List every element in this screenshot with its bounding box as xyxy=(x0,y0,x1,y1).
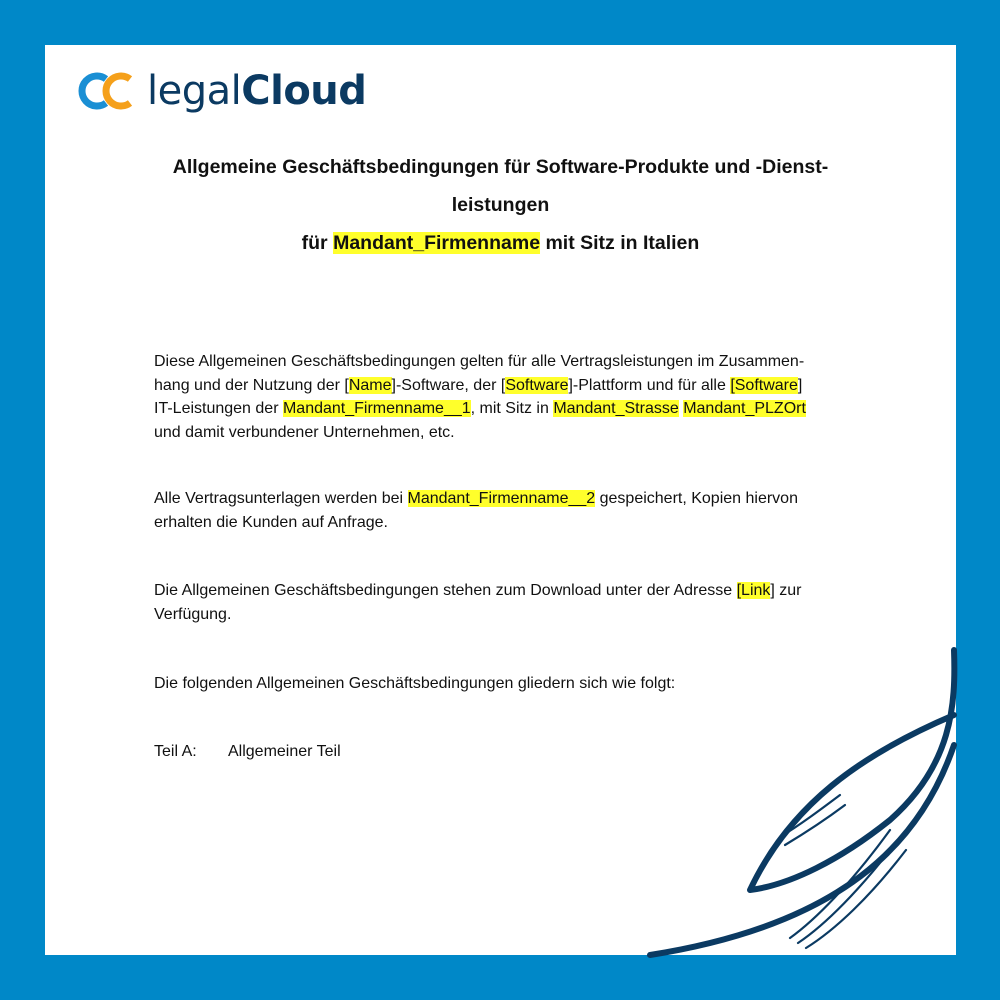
placeholder-name: Name xyxy=(348,376,392,394)
title-line-3 xyxy=(45,224,956,262)
logo-text-cloud: Cloud xyxy=(241,68,367,114)
text-run: IT-Leistungen der xyxy=(154,400,283,417)
logo-text-legal: legal xyxy=(147,68,242,114)
document-title xyxy=(45,148,956,262)
text-run: , mit Sitz in xyxy=(470,400,554,417)
paragraph-line: Verfügung. xyxy=(154,605,232,623)
paragraph-line xyxy=(154,397,854,421)
paragraph-documents xyxy=(154,487,854,534)
title-line-2: leistungen xyxy=(451,194,550,216)
title-line-1: Allgemeine Geschäftsbedingungen für Software-Produkte und -Dienst- xyxy=(172,156,829,178)
legalcloud-logo-icon xyxy=(77,71,135,111)
paragraph-download xyxy=(154,579,854,626)
placeholder-mandant-plzort: Mandant_PLZOrt xyxy=(683,400,806,417)
placeholder-mandant-firmenname-1: Mandant_Firmenname__1 xyxy=(282,400,471,417)
paragraph-line xyxy=(154,374,854,398)
logo xyxy=(77,68,367,114)
page-curl-icon xyxy=(640,645,970,965)
paragraph-line: erhalten die Kunden auf Anfrage. xyxy=(154,513,388,531)
placeholder-mandant-strasse: Mandant_Strasse xyxy=(553,400,679,417)
title-prefix: für xyxy=(301,232,334,254)
text-run: hang und der Nutzung der [ xyxy=(154,376,349,394)
teil-value: Allgemeiner Teil xyxy=(228,743,341,760)
text-run: ]-Software, der [ xyxy=(391,376,506,394)
placeholder-mandant-firmenname-2: Mandant_Firmenname__2 xyxy=(407,490,596,507)
teil-label: Teil A: xyxy=(154,743,197,760)
text-run: ] xyxy=(797,376,803,394)
paragraph-line xyxy=(154,487,854,511)
text-run: ]-Plattform und für alle xyxy=(568,376,731,394)
placeholder-mandant-firmenname: Mandant_Firmenname xyxy=(333,232,541,254)
text-run: ] zur xyxy=(770,582,802,599)
title-suffix: mit Sitz in Italien xyxy=(540,232,700,254)
text-run: gespeichert, Kopien hiervon xyxy=(595,490,798,507)
paragraph-scope xyxy=(154,350,854,444)
placeholder-software-2: [Software xyxy=(730,376,798,394)
text-run: Alle Vertragsunterlagen werden bei xyxy=(154,490,408,507)
paragraph-line xyxy=(154,579,854,603)
text-run: Die Allgemeinen Geschäftsbedingungen stehen zum Download unter der Adresse xyxy=(154,582,737,599)
placeholder-link: [Link xyxy=(736,582,771,599)
logo-text xyxy=(147,68,367,114)
paragraph-line: Diese Allgemeinen Geschäftsbedingungen gelten für alle Vertragsleistungen im Zusammen- xyxy=(154,353,805,370)
paragraph-line: und damit verbundener Unternehmen, etc. xyxy=(154,423,455,441)
paragraph-line: Die folgenden Allgemeinen Geschäftsbedingungen gliedern sich wie folgt: xyxy=(154,675,676,692)
placeholder-software: Software xyxy=(505,376,569,394)
